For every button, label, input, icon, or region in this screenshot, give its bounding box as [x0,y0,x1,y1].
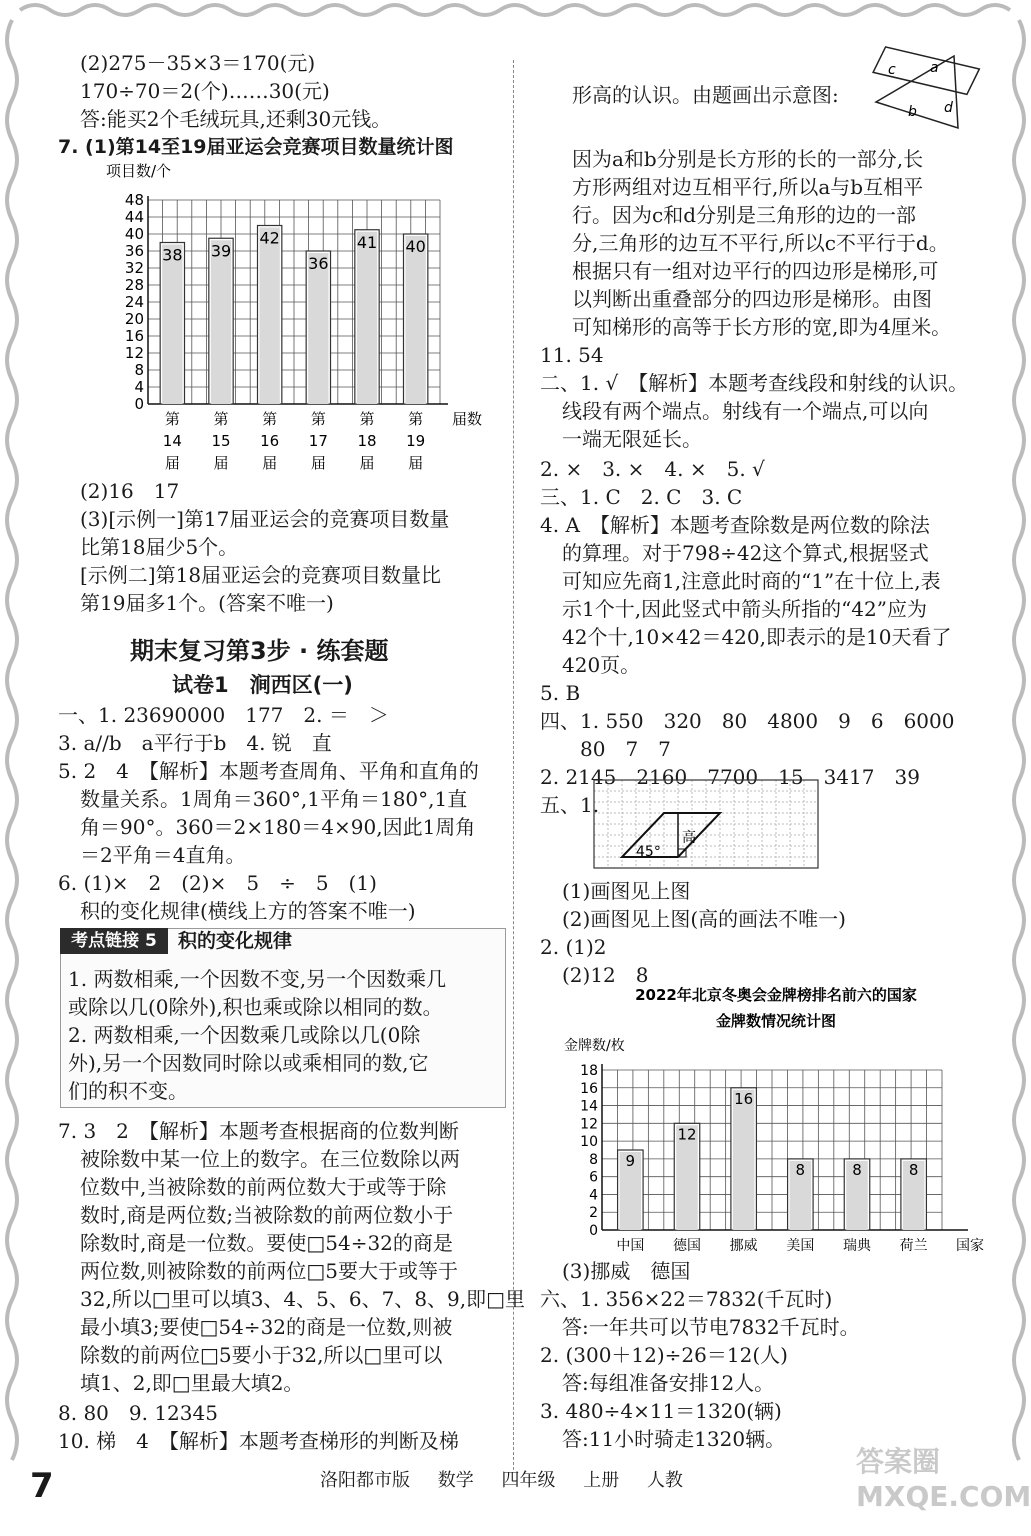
calc-line-1: (2)275－35×3＝170(元) [80,51,316,75]
kd-line-1: 1. 两数相乘,一个因数不变,另一个因数乘几 [68,967,447,991]
q-line-7: 6. (1)× 2 (2)× 5 ÷ 5 (1) [58,871,377,895]
y-tick-label: 18 [580,1063,598,1079]
q7-part3-c: [示例二]第18届亚运会的竞赛项目数量比 [80,563,442,587]
y-tick-label: 36 [124,242,144,260]
svg-text:d: d [944,100,953,116]
q5-2-part3: (3)挪威 德国 [562,1259,691,1283]
q7-heading: 7. (1)第14至19届亚运会竞赛项目数量统计图 [58,136,454,158]
r-line-4: 分,三角形的边互不平行,所以c不平行于d。 [572,231,949,255]
q6-2-answer: 答:每组准备安排12人。 [562,1371,775,1395]
section-title: 期末复习第3步 · 练套题 [130,637,389,665]
footer-volume: 上册 [583,1470,620,1491]
y-tick-label: 28 [124,276,144,294]
chart-title: 2022年北京冬奥会金牌榜排名前六的国家 [635,986,917,1004]
q6-1-calc: 六、1. 356×22＝7832(千瓦时) [540,1287,833,1311]
kd-line-2: 或除以几(0除外),积也乘或除以相同的数。 [68,995,443,1019]
key-point-title: 积的变化规律 [178,930,293,952]
footer-grade: 四年级 [501,1470,556,1491]
bar-value-label: 36 [308,254,329,273]
trapezoid-diagram [866,50,976,130]
q6-1-answer: 答:一年共可以节电7832千瓦时。 [562,1315,860,1339]
q7-part3-a: (3)[示例一]第17届亚运会的竞赛项目数量 [80,507,450,531]
bar-fill-1 [162,245,182,405]
bar-value-label: 9 [625,1152,636,1170]
bar-value-label: 8 [852,1160,862,1179]
q7-part2: (2)16 17 [80,479,180,503]
footer-subject: 数学 [437,1470,474,1491]
r-line-13: 三、1. C 2. C 3. C [540,485,743,509]
q6-2-calc: 2. (300＋12)÷26＝12(人) [540,1343,788,1367]
section-subtitle: 试卷1 涧西区(一) [172,673,353,697]
chart-subtitle: 金牌数情况统计图 [715,1012,837,1030]
y-tick-label: 2 [589,1205,598,1222]
y-tick-label: 8 [589,1151,598,1168]
y-axis-label: 金牌数/枚 [564,1038,625,1054]
y-tick-label: 16 [124,327,144,345]
bar-fill-4 [308,253,328,404]
footer-publisher: 人教 [646,1470,683,1491]
bar-fill-6 [406,236,426,404]
x-tick-label: 第 [164,410,180,428]
q7b-line-1: 7. 3 2 【解析】本题考查根据商的位数判断 [58,1119,459,1143]
y-tick-label: 32 [124,259,144,277]
y-tick-label: 6 [589,1169,598,1186]
x-tick-label: 届 [213,454,229,472]
q5-2-part1: 2. (1)2 [540,935,607,959]
x-tick-label: 中国 [616,1238,645,1254]
y-tick-label: 44 [124,208,144,226]
bar-value-label: 40 [405,237,426,256]
r-line-6: 以判断出重叠部分的四边形是梯形。由图 [572,287,932,311]
bar-value-label: 38 [162,245,183,265]
y-tick-label: 48 [124,191,144,209]
r-line-20: 5. B [540,681,581,705]
y-tick-label: 20 [124,310,144,328]
bar-fill-5 [357,232,377,404]
bar-fill-3 [733,1090,755,1230]
answer-line: 答:能买2个毛绒玩具,还剩30元钱。 [80,107,392,131]
x-tick-label: 第 [262,410,278,428]
q7b-line-8: 最小填3;要使□54÷32的商是一位数,则被 [80,1315,453,1339]
q-line-1: 一、1. 23690000 177 2. ＝ ＞ [58,703,389,727]
q-line-5: 角＝90°。360＝2×180＝4×90,因此1周角 [80,815,476,839]
q7b-line-10: 填1、2,即□里最大填2。 [80,1371,304,1395]
r-line-18: 42个十,10×42＝420,即表示的是10天看了 [562,625,952,649]
q6-3-calc: 3. 480÷4×11＝1320(辆) [540,1399,782,1423]
svg-text:a: a [930,60,939,76]
bar-value-label: 16 [734,1089,754,1108]
x-tick-label: 14 [162,432,182,450]
x-tick-label: 18 [357,432,377,450]
q7-part3-b: 比第18届少5个。 [80,535,239,559]
right-top-line: 形高的认识。由题画出示意图: [572,83,839,107]
x-tick-label: 第 [359,410,375,428]
bar-value-label: 42 [259,228,280,248]
r-line-19: 420页。 [562,653,641,677]
y-tick-label: 12 [580,1116,598,1133]
q7b-line-4: 数时,商是两位数;当被除数的前两位数小于 [80,1203,454,1227]
x-tick-label: 第 [310,410,326,428]
r-line-1: 因为a和b分别是长方形的长的一部分,长 [572,147,924,171]
page-number: 7 [30,1466,54,1506]
footer-info [320,1466,705,1496]
x-tick-label: 届 [164,454,180,472]
chart-winter-olympics [556,986,996,1258]
x-tick-label: 美国 [786,1238,815,1254]
r-line-14: 4. A 【解析】本题考查除数是两位数的除法 [540,513,930,537]
r-line-12: 2. × 3. × 4. × 5. √ [540,457,765,481]
x-tick-label: 15 [211,432,231,450]
x-tick-label: 届 [408,454,424,472]
q7b-line-7: 32,所以□里可以填3、4、5、6、7、8、9,即□里 [80,1287,526,1311]
y-tick-label: 4 [134,378,144,396]
bar-value-label: 12 [677,1125,697,1144]
y-tick-label: 24 [124,293,144,311]
x-tick-label: 第 [213,410,229,428]
r-line-8: 11. 54 [540,343,604,367]
y-tick-label: 40 [124,225,144,243]
y-tick-label: 0 [134,395,144,413]
q7b-line-9: 除数的前两位□5要小于32,所以□里可以 [80,1343,443,1367]
bar-value-label: 39 [210,241,232,261]
r-line-11: 一端无限延长。 [562,427,702,451]
q5-2-part2: (2)12 8 [562,963,649,987]
r-line-9: 二、1. √ 【解析】本题考查线段和射线的认识。 [540,371,969,395]
bar-value-label: 8 [908,1160,919,1179]
x-tick-label: 17 [308,432,328,450]
y-axis-label: 项目数/个 [106,162,172,180]
svg-text:b: b [908,104,917,120]
kd-line-4: 外),另一个因数同时除以或乘相同的数,它 [68,1051,429,1075]
svg-text:高: 高 [682,830,696,846]
y-tick-label: 0 [589,1223,598,1239]
q-line-3: 5. 2 4 【解析】本题考查周角、平角和直角的 [58,759,479,783]
r-line-3: 行。因为c和d分别是三角形的边的一部 [572,203,917,227]
x-tick-label: 第 [408,410,424,428]
r-line-10: 线段有两个端点。射线有一个端点,可以向 [562,399,929,423]
x-tick-label: 瑞典 [843,1238,871,1254]
x-tick-label: 19 [406,432,426,450]
svg-text:c: c [888,62,896,78]
q7b-line-3: 位数中,当被除数的前两位数大于或等于除 [80,1175,447,1199]
svg-text:45°: 45° [636,844,661,860]
y-tick-label: 14 [580,1098,598,1115]
bar-fill-2 [211,240,231,404]
q7b-line-2: 被除数中某一位上的数字。在三位数除以两 [80,1147,460,1171]
watermark: 答案圈 MXQE.COM [856,1445,1031,1513]
q8-9-line: 8. 80 9. 12345 [58,1401,218,1425]
x-axis-label: 届数 [452,410,483,428]
r-line-15: 的算理。对于798÷42这个算式,根据竖式 [562,541,929,565]
r-line-2: 方形两组对边互相平行,所以a与b互相平 [572,175,924,199]
y-tick-label: 8 [134,361,144,379]
kd-line-5: 们的积不变。 [68,1079,188,1103]
q-line-4: 数量关系。1周角＝360°,1平角＝180°,1直 [80,787,468,811]
q-line-8: 积的变化规律(横线上方的答案不唯一) [80,899,416,923]
column-divider [513,60,514,1470]
kd-line-3: 2. 两数相乘,一个因数乘几或除以几(0除 [68,1023,421,1047]
q5-1-answer: (1)画图见上图 [562,879,691,903]
y-tick-label: 10 [580,1134,598,1151]
q-line-2: 3. a//b a平行于b 4. 锐 直 [58,731,332,755]
q-line-6: ＝2平角＝4直角。 [80,843,246,867]
chart-asian-games [96,160,483,476]
r-line-7: 可知梯形的高等于长方形的宽,即为4厘米。 [572,315,952,339]
q10-line: 10. 梯 4 【解析】本题考查梯形的判断及梯 [58,1429,459,1453]
y-tick-label: 4 [589,1187,598,1204]
x-tick-label: 届 [359,454,375,472]
x-tick-label: 届 [310,454,326,472]
r-line-5: 根据只有一组对边平行的四边形是梯形,可 [572,259,939,283]
footer-edition: 洛阳都市版 [320,1470,410,1491]
q6-3-answer: 答:11小时骑走1320辆。 [562,1427,786,1451]
r-line-22: 80 7 7 [580,737,671,761]
q5-label: 五、1. [540,793,600,817]
q7b-line-5: 除数时,商是一位数。要使□54÷32的商是 [80,1231,453,1255]
calc-line-2: 170÷70＝2(个)……30(元) [80,79,330,103]
r-line-23: 2. 2145 2160 7700 15 3417 39 [540,765,920,789]
y-tick-label: 16 [580,1080,598,1097]
y-tick-label: 12 [124,344,144,362]
x-tick-label: 届 [262,454,278,472]
q5-2-answer: (2)画图见上图(高的画法不唯一) [562,907,846,931]
x-tick-label: 荷兰 [899,1238,928,1254]
r-line-17: 示1个十,因此竖式中箭头所指的“42”应为 [562,597,927,621]
x-axis-label: 国家 [956,1238,984,1254]
grid-parallelogram [594,780,820,870]
x-tick-label: 挪威 [729,1238,758,1254]
r-line-16: 可知应先商1,注意此时商的“1”在十位上,表 [562,569,941,593]
bar-value-label: 41 [356,232,378,252]
q7b-line-6: 两位数,则被除数的前两位□5要大于或等于 [80,1259,458,1283]
key-point-tag: 考点链接 5 [60,928,168,954]
r-line-21: 四、1. 550 320 80 4800 9 6 6000 [540,709,955,733]
bar-fill-3 [260,228,280,405]
x-tick-label: 16 [260,432,280,450]
bar-value-label: 8 [795,1160,806,1179]
q7-part3-d: 第19届多1个。(答案不唯一) [80,591,334,615]
x-tick-label: 德国 [673,1238,701,1254]
